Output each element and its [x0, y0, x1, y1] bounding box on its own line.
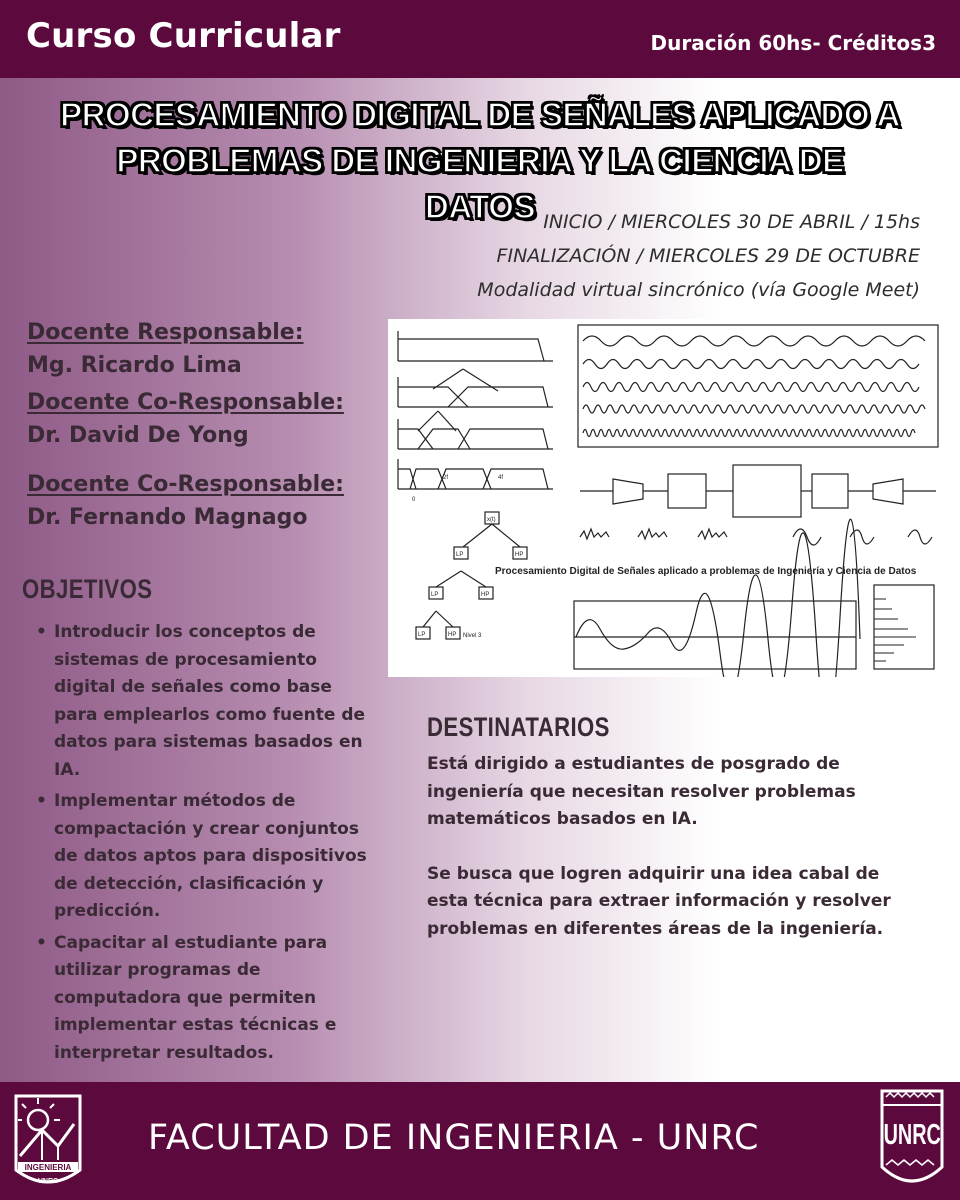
- schedule-mode: Modalidad virtual sincrónico (vía Google Meet): [477, 279, 920, 301]
- illustration-caption: Procesamiento Digital de Señales aplicado a problemas de Ingeniería y Ciencia de Datos: [495, 566, 917, 577]
- header-duration: Duración 60hs- Créditos3: [650, 31, 936, 55]
- tree-node-label: LP: [431, 592, 439, 598]
- band-label: 0: [412, 497, 416, 503]
- objetivos-list: [22, 619, 372, 1067]
- signal-illustration-svg: [388, 319, 944, 677]
- header-title: Curso Curricular: [26, 16, 341, 56]
- schedule-end: FINALIZACIÓN / MIERCOLES 29 DE OCTUBRE: [496, 245, 920, 267]
- teacher-name: Dr. David De Yong: [27, 423, 249, 448]
- tree-node-label: HP: [448, 632, 457, 638]
- objetivos-section: [22, 574, 372, 1071]
- teacher-1: [27, 320, 397, 378]
- tree-node-label: LP: [418, 632, 426, 638]
- course-title-line2: PROBLEMAS DE INGENIERIA Y LA CIENCIA DE DATOS: [116, 142, 844, 225]
- teacher-3: [27, 472, 397, 530]
- destinatarios-paragraph-2: Se busca que logren adquirir una idea cabal de esta técnica para extraer información y resolver problemas en diferentes áreas de la ingeniería.: [427, 863, 891, 939]
- level-label: Nivel 3: [463, 633, 482, 639]
- teacher-2: [27, 390, 397, 448]
- list-item: • Capacitar al estudiante para utilizar programas de computadora que permiten implementar estas técnicas e interpretar resultados.: [22, 930, 372, 1068]
- list-item: • Introducir los conceptos de sistemas de procesamiento digital de señales como base para emplearlos como fuente de datos para sistemas basados en IA.: [22, 619, 372, 784]
- objetivos-heading: OBJETIVOS: [22, 574, 153, 604]
- teacher-name: Mg. Ricardo Lima: [27, 353, 242, 378]
- tree-node-label: HP: [481, 592, 490, 598]
- filter-bank-diagrams: [398, 325, 938, 677]
- destinatarios-paragraph-1: Está dirigido a estudiantes de posgrado de ingeniería que necesitan resolver problemas matemáticos basados en IA.: [427, 754, 856, 829]
- logo-left-text: INGENIERIA: [24, 1163, 72, 1172]
- list-item: • Implementar métodos de compactación y crear conjuntos de datos aptos para dispositivos de detección, clasificación y predicción.: [22, 788, 372, 926]
- schedule: [477, 205, 920, 307]
- schedule-start: INICIO / MIERCOLES 30 DE ABRIL / 15hs: [543, 211, 920, 233]
- destinatarios-section: [427, 712, 917, 943]
- top-banner: [0, 0, 960, 78]
- logo-right-text: UNRC: [883, 1119, 941, 1152]
- logo-left-sub: UNRC: [37, 1178, 59, 1185]
- teachers-block: [27, 320, 397, 530]
- signal-processing-illustration: [388, 319, 944, 677]
- destinatarios-heading: DESTINATARIOS: [427, 712, 610, 742]
- band-label: 2f: [443, 475, 449, 481]
- tree-node-label: LP: [456, 552, 464, 558]
- footer-banner: [0, 1082, 960, 1200]
- teacher-role: Docente Co-Responsable:: [27, 472, 344, 497]
- faculty-name: FACULTAD DE INGENIERIA - UNRC: [148, 1118, 760, 1158]
- teacher-role: Docente Co-Responsable:: [27, 390, 344, 415]
- tree-root-label: x(t): [487, 517, 496, 523]
- band-label: 4f: [498, 475, 504, 481]
- teacher-name: Dr. Fernando Magnago: [27, 505, 308, 530]
- teacher-role: Docente Responsable:: [27, 320, 304, 345]
- tree-node-label: HP: [515, 552, 524, 558]
- course-title-line1: PROCESAMIENTO DIGITAL DE SEÑALES APLICADO A: [60, 96, 900, 133]
- unrc-logo-icon: [878, 1087, 946, 1195]
- ingenieria-logo-icon: [12, 1090, 84, 1194]
